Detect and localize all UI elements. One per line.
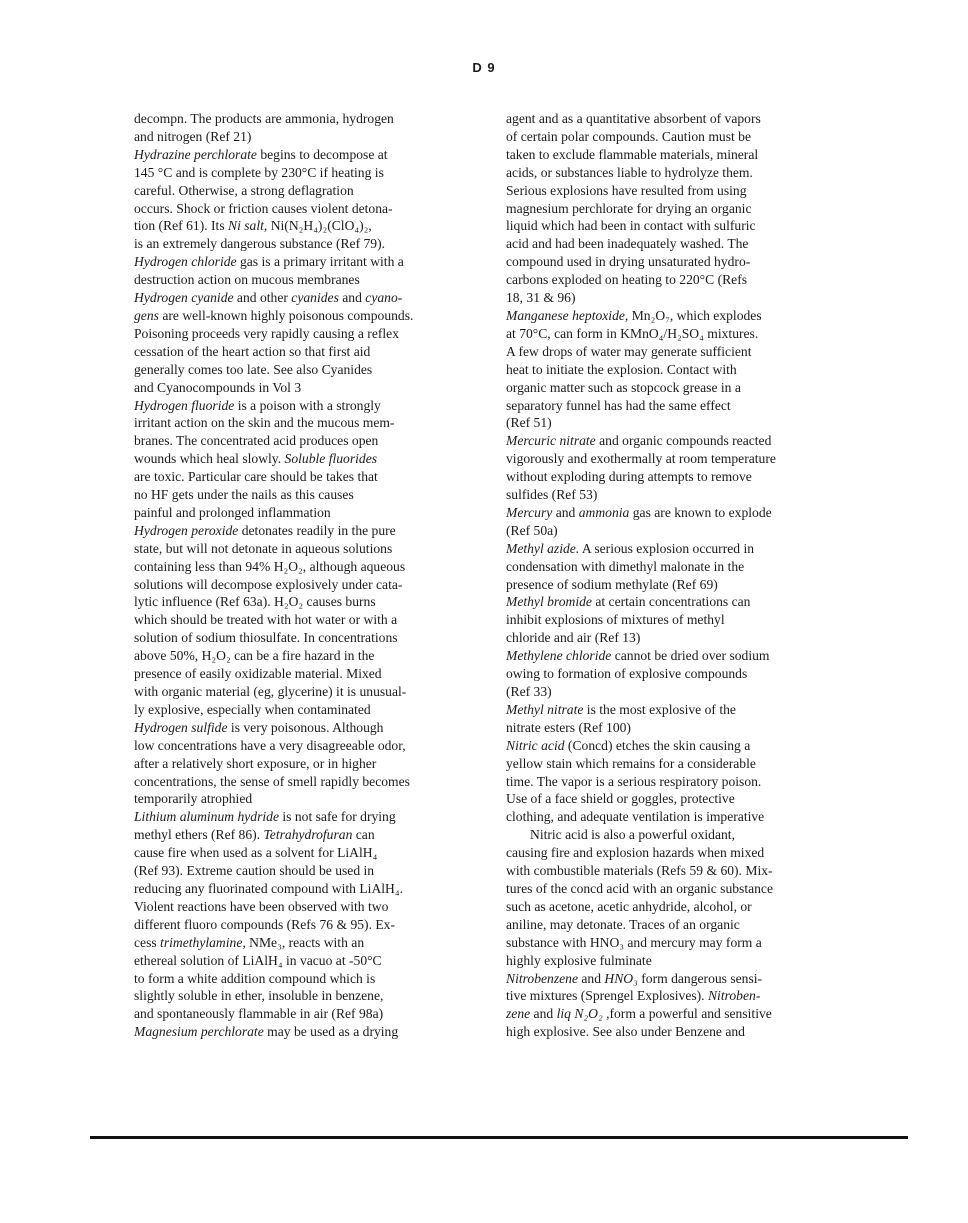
text-run: presence of easily oxidizable material. Mixed [134, 666, 382, 682]
text-line [134, 844, 480, 862]
italic-term: Nitrobenzene [506, 970, 578, 986]
text-run: Mn₂O₇, which explodes [628, 307, 762, 323]
text-line [506, 629, 842, 647]
italic-term: Hydrazine perchlorate [134, 146, 257, 162]
text-line [506, 665, 842, 683]
text-line [134, 987, 480, 1005]
text-run: cannot be dried over sodium [611, 648, 770, 664]
text-run: and organic compounds reacted [595, 433, 772, 449]
italic-term: Methylene chloride [506, 648, 612, 664]
text-line [506, 522, 842, 540]
text-line [506, 773, 842, 791]
text-run: low concentrations have a very disagreeable odor, [134, 737, 406, 753]
text-run: detonates readily in the pure [238, 522, 396, 538]
text-run: (Ref 50a) [506, 522, 558, 538]
italic-term: Nitroben- [707, 988, 761, 1004]
text-line [134, 235, 480, 253]
text-line [134, 826, 480, 844]
text-run: and other [233, 290, 292, 306]
text-line [134, 737, 480, 755]
text-line [134, 970, 480, 988]
text-line [134, 916, 480, 934]
text-line [134, 576, 480, 594]
text-run: presence of sodium methylate (Ref 69) [506, 576, 718, 592]
text-run: (Concd) etches the skin causing a [564, 737, 751, 753]
text-run: with combustible materials (Refs 59 & 60). Mix- [506, 863, 773, 879]
text-run: concentrations, the sense of smell rapidly becomes [134, 773, 410, 789]
text-line [506, 289, 842, 307]
text-line [134, 361, 480, 379]
text-run: yellow stain which remains for a considerable [506, 755, 756, 771]
text-run: with organic material (eg, glycerine) it is unusual- [134, 684, 407, 699]
text-line [134, 271, 480, 289]
text-line [134, 325, 480, 343]
text-run: and nitrogen (Ref 21) [134, 128, 252, 144]
text-line [134, 790, 480, 808]
text-run: Nitric acid is also a powerful oxidant, [530, 827, 735, 843]
text-line [134, 862, 480, 880]
text-run: branes. The concentrated acid produces open [134, 433, 379, 449]
text-run: compound used in drying unsaturated hydro- [506, 254, 751, 270]
text-run: cessation of the heart action so that first aid [134, 343, 371, 359]
text-run: (Ref 33) [506, 684, 552, 699]
text-run: NMe₃, reacts with an [245, 934, 365, 950]
text-line [506, 271, 842, 289]
text-run: vigorously and exothermally at room temperature [506, 451, 776, 467]
text-line [134, 182, 480, 200]
italic-term: Lithium aluminum hydride [134, 809, 279, 825]
text-line [506, 379, 842, 397]
text-run: liquid which had been in contact with sulfuric [506, 218, 756, 234]
text-line [134, 665, 480, 683]
text-line [134, 952, 480, 970]
text-line [506, 952, 842, 970]
italic-term: HNO₃ [604, 970, 638, 986]
text-run: cause fire when used as a solvent for LiAlH₄ [134, 845, 378, 861]
text-run: and spontaneously flammable in air (Ref 98a) [134, 1006, 384, 1022]
text-line [506, 432, 842, 450]
text-line [134, 880, 480, 898]
text-run: lytic influence (Ref 63a). H₂O₂ causes burns [134, 594, 376, 610]
text-run: is very poisonous. Although [227, 719, 384, 735]
text-line [134, 164, 480, 182]
text-line [134, 773, 480, 791]
text-line [134, 522, 480, 540]
text-run: of certain polar compounds. Caution must be [506, 128, 752, 144]
text-line [134, 289, 480, 307]
text-line [134, 397, 480, 415]
italic-term: Soluble fluorides [284, 451, 378, 467]
text-line [134, 486, 480, 504]
italic-term: Ni salt, [228, 218, 268, 234]
text-line [506, 558, 842, 576]
text-run: at certain concentrations can [591, 594, 751, 610]
text-run: begins to decompose at [256, 146, 388, 162]
text-line [506, 898, 842, 916]
italic-term: Mercury [506, 504, 553, 520]
text-line [506, 987, 842, 1005]
italic-term: Hydrogen fluoride [134, 397, 235, 413]
text-run: is a poison with a strongly [234, 397, 381, 413]
text-line [134, 611, 480, 629]
text-run: containing less than 94% H₂O₂, although aqueous [134, 558, 406, 574]
italic-term: Manganese heptoxide, [506, 307, 629, 323]
text-line [506, 593, 842, 611]
italic-term: Hydrogen cyanide [134, 290, 234, 306]
text-run: (Ref 51) [506, 415, 552, 431]
text-line [134, 755, 480, 773]
page-label: D 9 [472, 60, 496, 75]
text-line [134, 647, 480, 665]
text-line [506, 719, 842, 737]
text-run: irritant action on the skin and the mucous mem- [134, 415, 395, 431]
text-line [506, 934, 842, 952]
text-run: highly explosive fulminate [506, 952, 652, 968]
text-line [506, 343, 842, 361]
text-run: sulfides (Ref 53) [506, 487, 598, 503]
text-line [134, 934, 480, 952]
text-line [506, 683, 842, 701]
text-line [506, 1005, 842, 1023]
text-line [506, 970, 842, 988]
text-run: 18, 31 & 96) [506, 290, 576, 306]
text-run: separatory funnel has had the same effect [506, 397, 731, 413]
text-run: slightly soluble in ether, insoluble in benzene, [134, 988, 384, 1004]
text-line [506, 164, 842, 182]
text-line [506, 182, 842, 200]
text-run: painful and prolonged inflammation [134, 504, 331, 520]
text-line [506, 647, 842, 665]
text-line [134, 629, 480, 647]
italic-term: Methyl bromide [506, 594, 592, 610]
text-line [134, 217, 480, 235]
text-run: and [552, 504, 579, 520]
text-line [134, 898, 480, 916]
right-column [506, 110, 842, 1041]
text-line [506, 880, 842, 898]
text-line [506, 468, 842, 486]
text-line [506, 253, 842, 271]
text-line [134, 432, 480, 450]
text-line [506, 110, 842, 128]
text-run: and [577, 970, 605, 986]
text-run: owing to formation of explosive compounds [506, 666, 748, 682]
text-run: chloride and air (Ref 13) [506, 630, 641, 646]
text-run: Ni(N₂H₄)₂(ClO₄)₂, [267, 218, 372, 234]
italic-term: cyano- [365, 290, 403, 306]
italic-term: Magnesium perchlorate [134, 1024, 264, 1040]
text-run: is the most explosive of the [583, 701, 736, 717]
text-run: careful. Otherwise, a strong deflagration [134, 182, 354, 198]
text-run: solution of sodium thiosulfate. In concentrations [134, 630, 398, 646]
text-run: cess [134, 934, 161, 950]
text-run: state, but will not detonate in aqueous solutions [134, 540, 393, 556]
text-line [506, 450, 842, 468]
italic-term: Nitric acid [506, 737, 565, 753]
text-line [134, 110, 480, 128]
text-line [134, 719, 480, 737]
text-run: reducing any fluorinated compound with LiAlH₄. [134, 880, 404, 896]
text-run: and [530, 1006, 557, 1022]
text-run: can [352, 827, 375, 843]
text-line [506, 576, 842, 594]
text-run: acids, or substances liable to hydrolyze them. [506, 164, 753, 180]
text-line [134, 808, 480, 826]
text-line [506, 808, 842, 826]
text-line [134, 1005, 480, 1023]
text-run: causing fire and explosion hazards when mixed [506, 845, 765, 861]
text-run: to form a white addition compound which is [134, 970, 376, 986]
text-run: substance with HNO₃ and mercury may form a [506, 934, 762, 950]
text-run: ly explosive, especially when contaminated [134, 701, 371, 717]
text-line [134, 414, 480, 432]
text-line [134, 450, 480, 468]
text-line [506, 361, 842, 379]
text-run: Serious explosions have resulted from using [506, 182, 747, 198]
italic-term: gens [134, 307, 159, 323]
text-run: such as acetone, acetic anhydride, alcohol, or [506, 898, 752, 914]
text-line [134, 343, 480, 361]
text-run: and [338, 290, 366, 306]
text-run: are well-known highly poisonous compounds. [158, 307, 414, 323]
text-line [134, 200, 480, 218]
text-line [506, 1023, 842, 1041]
text-run: high explosive. See also under Benzene and [506, 1024, 745, 1040]
italic-term: cyanides [291, 290, 339, 306]
text-run: solutions will decompose explosively under cata- [134, 576, 403, 592]
text-run: are toxic. Particular care should be takes that [134, 469, 378, 485]
text-run: generally comes too late. See also Cyanides [134, 361, 373, 377]
left-column [134, 110, 480, 1041]
text-run: tion (Ref 61). Its [134, 218, 229, 234]
text-run: ,form a powerful and sensitive [602, 1006, 772, 1022]
text-run: after a relatively short exposure, or in higher [134, 755, 377, 771]
text-run: decompn. The products are ammonia, hydrogen [134, 111, 394, 126]
italic-term: Methyl nitrate [506, 701, 584, 717]
text-line [506, 755, 842, 773]
text-line [506, 235, 842, 253]
text-run: may be used as a drying [263, 1024, 399, 1040]
text-run: no HF gets under the nails as this causes [134, 487, 354, 503]
text-run: methyl ethers (Ref 86). [134, 827, 264, 843]
text-run: which should be treated with hot water or with a [134, 612, 398, 628]
text-line [134, 146, 480, 164]
text-line [506, 862, 842, 880]
text-line [134, 540, 480, 558]
text-line [134, 379, 480, 397]
italic-term: Hydrogen sulfide [134, 719, 228, 735]
italic-term: Methyl azide. [506, 540, 580, 556]
text-run: without exploding during attempts to remove [506, 469, 752, 485]
italic-term: trimethylamine, [160, 934, 246, 950]
text-run: A few drops of water may generate sufficient [506, 343, 752, 359]
text-run: and Cyanocompounds in Vol 3 [134, 379, 302, 395]
text-run: aniline, may detonate. Traces of an organic [506, 916, 740, 932]
text-run: nitrate esters (Ref 100) [506, 719, 631, 735]
text-line [134, 558, 480, 576]
text-run: time. The vapor is a serious respiratory poison. [506, 773, 762, 789]
text-run: gas is a primary irritant with a [236, 254, 404, 270]
text-line [506, 826, 842, 844]
text-run: agent and as a quantitative absorbent of vapors [506, 111, 761, 126]
text-line [506, 146, 842, 164]
text-run: wounds which heal slowly. [134, 451, 285, 467]
text-line [506, 128, 842, 146]
text-run: A serious explosion occurred in [579, 540, 755, 556]
text-run: taken to exclude flammable materials, mineral [506, 146, 759, 162]
text-line [134, 468, 480, 486]
text-line [506, 325, 842, 343]
text-run: Poisoning proceeds very rapidly causing a reflex [134, 325, 399, 341]
text-run: magnesium perchlorate for drying an organic [506, 200, 752, 216]
text-run: temporarily atrophied [134, 791, 253, 807]
text-run: is an extremely dangerous substance (Ref 79). [134, 236, 386, 252]
text-line [506, 200, 842, 218]
text-line [134, 683, 480, 701]
text-run: organic matter such as stopcock grease in a [506, 379, 741, 395]
text-run: inhibit explosions of mixtures of methyl [506, 612, 725, 628]
text-line [506, 737, 842, 755]
text-line [506, 397, 842, 415]
text-line [134, 701, 480, 719]
text-run: tures of the concd acid with an organic substance [506, 880, 774, 896]
text-line [506, 486, 842, 504]
text-line [506, 611, 842, 629]
text-run: destruction action on mucous membranes [134, 272, 360, 288]
text-line [506, 701, 842, 719]
text-line [134, 593, 480, 611]
text-run: carbons exploded on heating to 220°C (Refs [506, 272, 748, 288]
text-line [506, 844, 842, 862]
text-line [506, 790, 842, 808]
text-run: clothing, and adequate ventilation is imperative [506, 809, 765, 825]
italic-term: Mercuric nitrate [506, 433, 596, 449]
text-line [506, 916, 842, 934]
text-line [134, 1023, 480, 1041]
text-run: tive mixtures (Sprengel Explosives). [506, 988, 708, 1004]
text-run: above 50%, H₂O₂ can be a fire hazard in the [134, 648, 375, 664]
text-run: heat to initiate the explosion. Contact with [506, 361, 737, 377]
italic-term: Hydrogen peroxide [134, 522, 239, 538]
bottom-rule [90, 1136, 908, 1139]
text-run: ethereal solution of LiAlH₄ in vacuo at -50°C [134, 952, 382, 968]
text-line [134, 253, 480, 271]
text-run: Use of a face shield or goggles, protective [506, 791, 735, 807]
text-line [506, 414, 842, 432]
italic-term: zene [506, 1006, 531, 1022]
italic-term: Hydrogen chloride [134, 254, 237, 270]
text-line [134, 307, 480, 325]
text-line [506, 540, 842, 558]
italic-term: Tetrahydrofuran [263, 827, 353, 843]
text-run: 145 °C and is complete by 230°C if heating is [134, 164, 384, 180]
text-line [506, 504, 842, 522]
text-run: Violent reactions have been observed with two [134, 898, 389, 914]
text-run: at 70°C, can form in KMnO₄/H₂SO₄ mixtures. [506, 325, 759, 341]
italic-term: liq N₂O₂ [556, 1006, 603, 1022]
text-run: gas are known to explode [629, 504, 772, 520]
text-line [134, 128, 480, 146]
italic-term: ammonia [578, 504, 630, 520]
text-run: is not safe for drying [279, 809, 396, 825]
text-run: condensation with dimethyl malonate in the [506, 558, 745, 574]
text-run: acid and had been inadequately washed. The [506, 236, 749, 252]
text-line [506, 217, 842, 235]
text-line [506, 307, 842, 325]
text-run: different fluoro compounds (Refs 76 & 95). Ex- [134, 916, 395, 932]
text-run: (Ref 93). Extreme caution should be used in [134, 863, 375, 879]
text-run: form dangerous sensi- [637, 970, 763, 986]
text-run: occurs. Shock or friction causes violent detona- [134, 200, 393, 216]
text-line [134, 504, 480, 522]
